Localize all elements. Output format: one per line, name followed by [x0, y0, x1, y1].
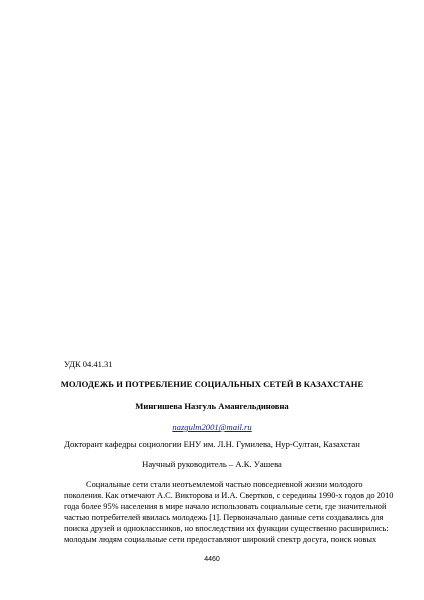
- author-name: Мингишева Назгуль Амангельдиновна: [135, 401, 289, 411]
- body-line: частью потребителей явилась молодежь [1]. Первоначально данные сети создавались для: [64, 513, 384, 523]
- body-line: поиска друзей и одноклассников, но впоследствии их функции существенно расширились:: [64, 524, 389, 534]
- author-affiliation: Докторант кафедры социологии ЕНУ им. Л.Н. Гумилева, Нур-Султан, Казахстан: [64, 439, 360, 449]
- body-paragraph: [64, 479, 394, 546]
- body-line: поколения. Как отмечают А.С. Викторова и И.А. Свертков, с середины 1990-х годов до 2010: [64, 491, 394, 501]
- body-line: года более 95% населения в мире начало использовать социальные сети, где значительной: [64, 502, 387, 512]
- author-email-link[interactable]: nazgulm2001@mail.ru: [172, 422, 252, 432]
- page-number: 4460: [204, 556, 220, 563]
- scientific-advisor: Научный руководитель – А.К. Уашева: [142, 459, 282, 469]
- body-line: Социальные сети стали неотъемлемой частью повседневной жизни молодого: [86, 480, 363, 489]
- article-title: МОЛОДЕЖЬ И ПОТРЕБЛЕНИЕ СОЦИАЛЬНЫХ СЕТЕЙ В КАЗАХСТАНЕ: [60, 379, 364, 389]
- body-line: молодым людям социальные сети предоставляют широкий спектр досуга, поиск новых: [64, 535, 377, 545]
- udk-code: УДК 04.41.31: [64, 359, 113, 369]
